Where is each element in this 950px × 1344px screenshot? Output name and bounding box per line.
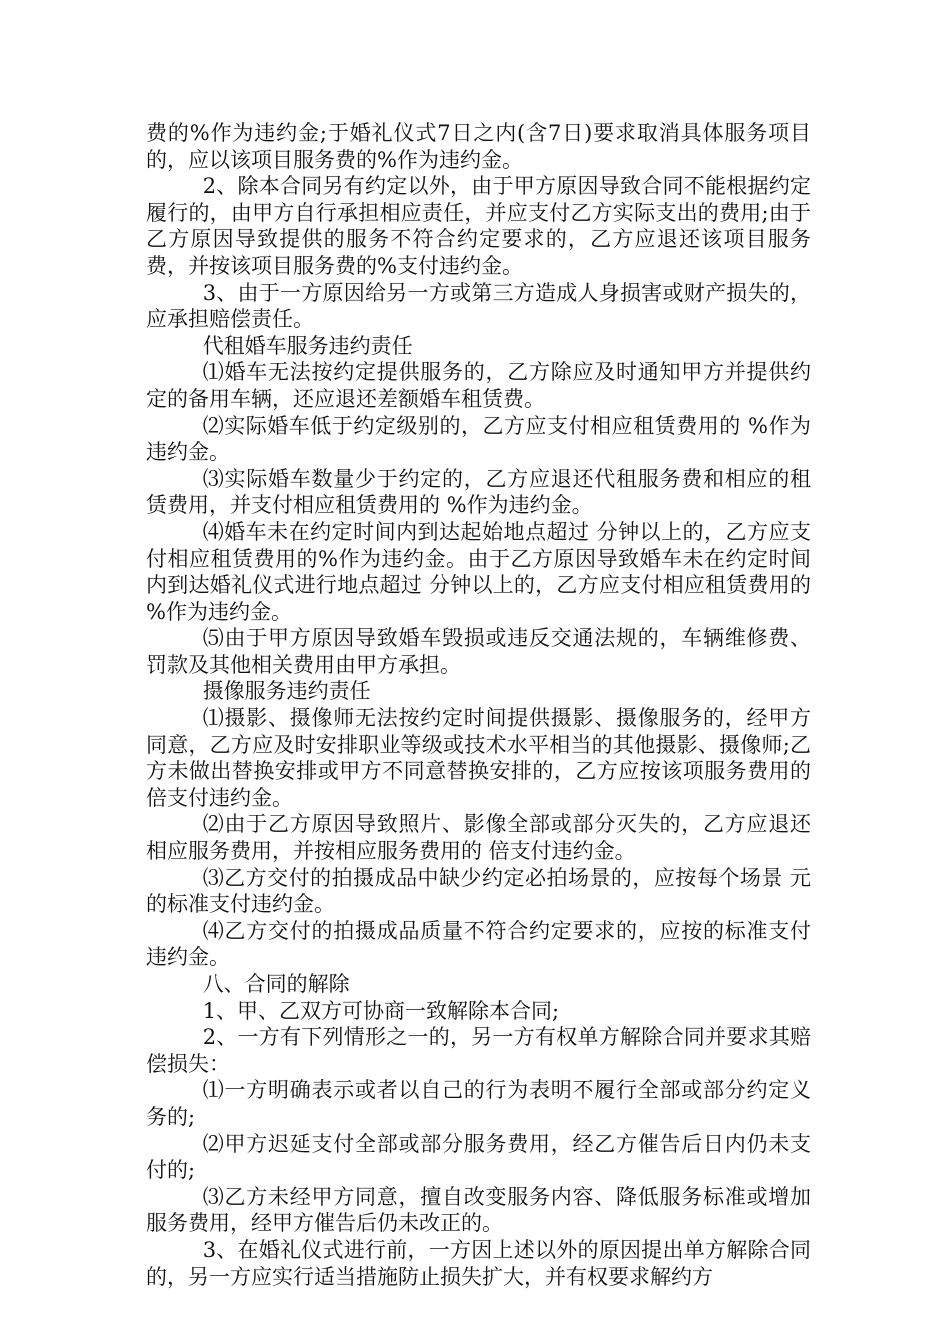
- paragraph-1: 费的%作为违约金;于婚礼仪式7日之内(含7日)要求取消具体服务项目的，应以该项目服务费的%作为违约金。: [146, 121, 811, 172]
- paragraph-termination-1: 1、甲、乙双方可协商一致解除本合同;: [202, 998, 560, 1023]
- paragraph-car-2: ⑵实际婚车低于约定级别的，乙方应支付相应租赁费用的 %作为违约金。: [146, 413, 811, 465]
- paragraph-2: 2、除本合同另有约定以外，由于甲方原因导致合同不能根据约定履行的，由甲方自行承担相应责任，并应支付乙方实际支出的费用;由于乙方原因导致提供的服务不符合约定要求的，乙方应退还该项目服务费，并按该项目服务费的%支付违约金。: [146, 174, 811, 278]
- paragraph-3: 3、由于一方原因给另一方或第三方造成人身损害或财产损失的，应承担赔偿责任。: [146, 280, 811, 332]
- paragraph-termination-2: 2、一方有下列情形之一的，另一方有权单方解除合同并要求其赔偿损失：: [146, 1025, 811, 1076]
- paragraph-termination-2-2: ⑵甲方迟延支付全部或部分服务费用，经乙方催告后日内仍未支付的;: [146, 1131, 811, 1183]
- paragraph-car-3: ⑶实际婚车数量少于约定的，乙方应退还代租服务费和相应的租赁费用，并支付相应租赁费用的 %作为违约金。: [146, 466, 811, 518]
- paragraph-car-5: ⑸由于甲方原因导致婚车毁损或违反交通法规的，车辆维修费、罚款及其他相关费用由甲方承担。: [146, 626, 811, 677]
- paragraph-video-2: ⑵由于乙方原因导致照片、影像全部或部分灭失的，乙方应退还相应服务费用，并按相应服务费用的 倍支付违约金。: [146, 812, 811, 864]
- paragraph-termination-2-3: ⑶乙方未经甲方同意，擅自改变服务内容、降低服务标准或增加服务费用，经甲方催告后仍未改正的。: [146, 1184, 811, 1236]
- document-body: [146, 120, 811, 1290]
- paragraph-video-3: ⑶乙方交付的拍摄成品中缺少约定必拍场景的，应按每个场景 元的标准支付违约金。: [146, 865, 811, 917]
- section-heading-video: 摄像服务违约责任: [202, 679, 371, 704]
- section-heading-termination: 八、合同的解除: [202, 972, 350, 996]
- paragraph-car-4: ⑷婚车未在约定时间内到达起始地点超过 分钟以上的，乙方应支付相应租赁费用的%作为违约金。由于乙方原因导致婚车未在约定时间内到达婚礼仪式进行地点超过 分钟以上的，乙方应支付相应租赁费用的 %作为违约金。: [146, 519, 811, 624]
- paragraph-termination-2-1: ⑴一方明确表示或者以自己的行为表明不履行全部或部分约定义务的;: [146, 1078, 811, 1129]
- section-heading-car-rental: 代租婚车服务违约责任: [202, 333, 413, 358]
- paragraph-video-4: ⑷乙方交付的拍摄成品质量不符合约定要求的，应按的标准支付违约金。: [146, 918, 811, 970]
- paragraph-car-1: ⑴婚车无法按约定提供服务的，乙方除应及时通知甲方并提供约定的备用车辆，还应退还差额婚车租赁费。: [146, 360, 811, 411]
- paragraph-termination-3: 3、在婚礼仪式进行前，一方因上述以外的原因提出单方解除合同的，另一方应实行适当措施防止损失扩大，并有权要求解约方: [146, 1237, 811, 1289]
- paragraph-video-1: ⑴摄影、摄像师无法按约定时间提供摄影、摄像服务的，经甲方同意，乙方应及时安排职业等级或技术水平相当的其他摄影、摄像师;乙方未做出替换安排或甲方不同意替换安排的，乙方应按该项服务费用的倍支付违约金。: [146, 706, 811, 810]
